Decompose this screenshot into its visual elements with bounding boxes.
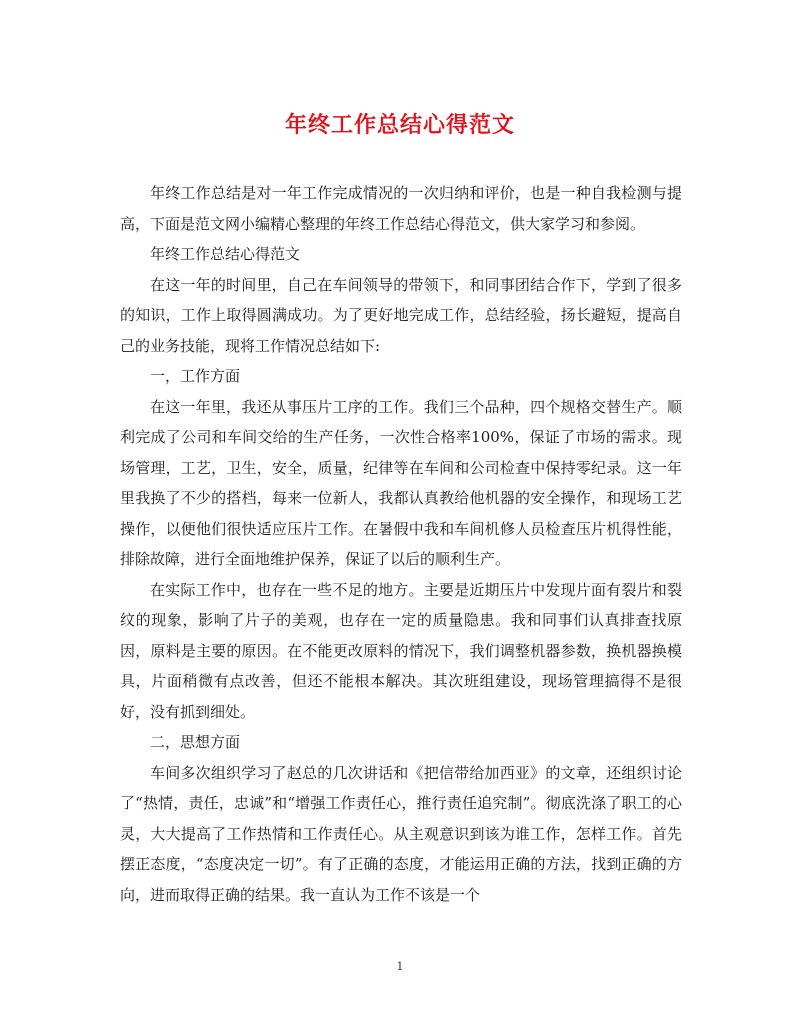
work-paragraph: 在这一年里，我还从事压片工序的工作。我们三个品种，四个规格交替生产。顺利完成了公司和车间交给的生产任务，一次性合格率100%，保证了市场的需求。现场管理，工艺，卫生，安全，质量，纪律等在车间和公司检查中保持零纪录。这一年里我换了不少的搭档，每来一位新人，我都认真教给他机器的安全操作，和现场工艺操作，以便他们很快适应压片工作。在暑假中我和车间机修人员检查压片机得性能，排除故障，进行全面地维护保养，保证了以后的顺利生产。	[120, 397, 682, 568]
section-heading-work: 一，工作方面	[150, 367, 241, 385]
thought-paragraph: 车间多次组织学习了赵总的几次讲话和《把信带给加西亚》的文章，还组织讨论了“热情，责任，忠诚”和“增强工作责任心，推行责任追究制”。彻底洗涤了职工的心灵，大大提高了工作热情和工作责任心。从主观意识到该为谁工作，怎样工作。首先摆正态度，“态度决定一切”。有了正确的态度，才能运用正确的方法，找到正确的方向，进而取得正确的结果。我一直认为工作不该是一个	[120, 763, 682, 904]
intro-paragraph: 年终工作总结是对一年工作完成情况的一次归纳和评价，也是一种自我检测与提高，下面是范文网小编精心整理的年终工作总结心得范文，供大家学习和参阅。	[120, 184, 682, 233]
shortcomings-paragraph: 在实际工作中，也存在一些不足的地方。主要是近期压片中发现片面有裂片和裂纹的现象，影响了片子的美观，也存在一定的质量隐患。我和同事们认真排查找原因，原料是主要的原因。在不能更改原料的情况下，我们调整机器参数，换机器换模具，片面稍微有点改善，但还不能根本解决。其次班组建设，现场管理搞得不是很好，没有抓到细处。	[120, 580, 682, 721]
opening-paragraph: 在这一年的时间里，自己在车间领导的带领下，和同事团结合作下，学到了很多的知识，工作上取得圆满成功。为了更好地完成工作，总结经验，扬长避短，提高自己的业务技能，现将工作情况总结如下:	[120, 275, 682, 355]
section-heading-thought: 二，思想方面	[150, 733, 241, 751]
subtitle-line: 年终工作总结心得范文	[150, 245, 301, 263]
page-number: 1	[396, 960, 404, 973]
document-title: 年终工作总结心得范文	[284, 112, 515, 138]
document-body	[120, 178, 682, 910]
